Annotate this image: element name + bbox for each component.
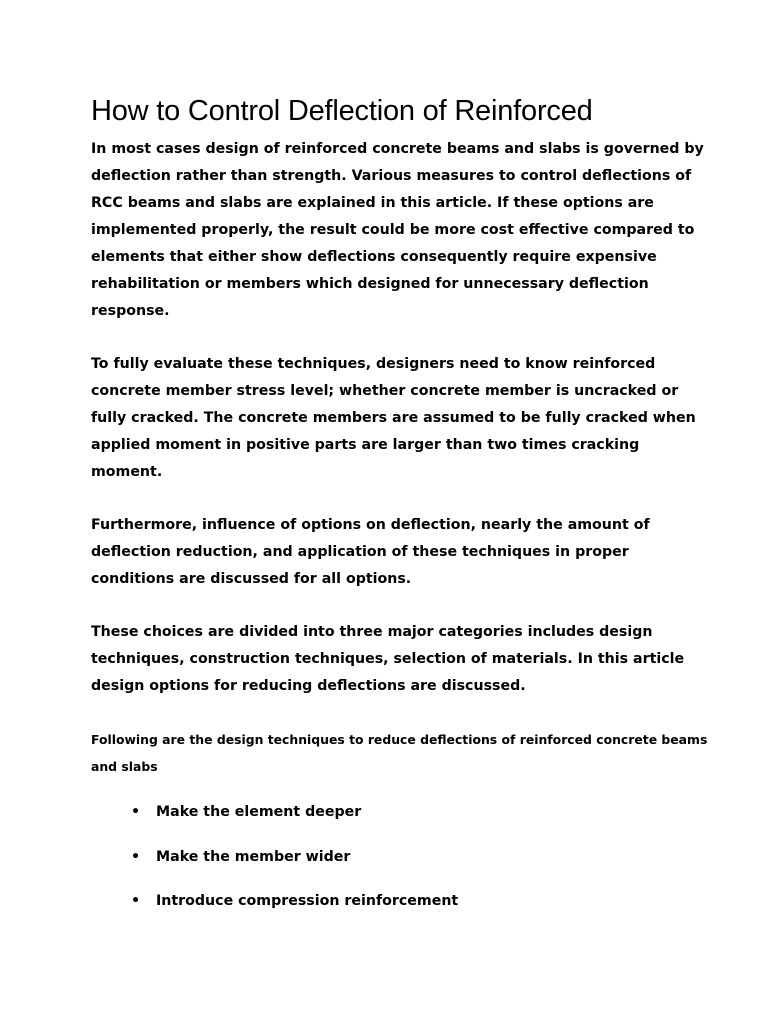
document-page	[91, 94, 711, 937]
list-item	[131, 848, 711, 866]
list-item-text: Introduce compression reinforcement	[156, 893, 459, 909]
paragraph-categories: These choices are divided into three major categories includes design techniques, construction techniques, selection of materials. In this article design options for reducing deflections are discussed.	[91, 624, 685, 694]
bullet-icon: •	[131, 893, 141, 909]
bullet-icon: •	[131, 804, 141, 820]
list-item	[131, 803, 711, 821]
page-title: How to Control Deflection of Reinforced	[91, 95, 593, 127]
list-item	[131, 892, 711, 910]
paragraph-evaluation: To fully evaluate these techniques, designers need to know reinforced concrete member stress level; whether concrete member is uncracked or fully cracked. The concrete members are assumed to be fully cracked when applied moment in positive parts are larger than two times cracking moment.	[91, 356, 696, 480]
bullet-icon: •	[131, 848, 141, 865]
list-item-text: Make the member wider	[156, 848, 351, 865]
design-techniques-list	[91, 803, 711, 910]
list-intro: Following are the design techniques to reduce deflections of reinforced concrete beams and slabs	[91, 732, 708, 774]
paragraph-influence: Furthermore, influence of options on deflection, nearly the amount of deflection reduction, and application of these techniques in proper conditions are discussed for all options.	[91, 517, 650, 587]
paragraph-intro: In most cases design of reinforced concrete beams and slabs is governed by deflection rather than strength. Various measures to control deflections of RCC beams and slabs are explained in this article. If these options are implemented properly, the result could be more cost effective compared to elements that either show deflections consequently require expensive rehabilitation or members which designed for unnecessary deflection response.	[91, 141, 704, 319]
list-item-text: Make the element deeper	[156, 804, 362, 820]
